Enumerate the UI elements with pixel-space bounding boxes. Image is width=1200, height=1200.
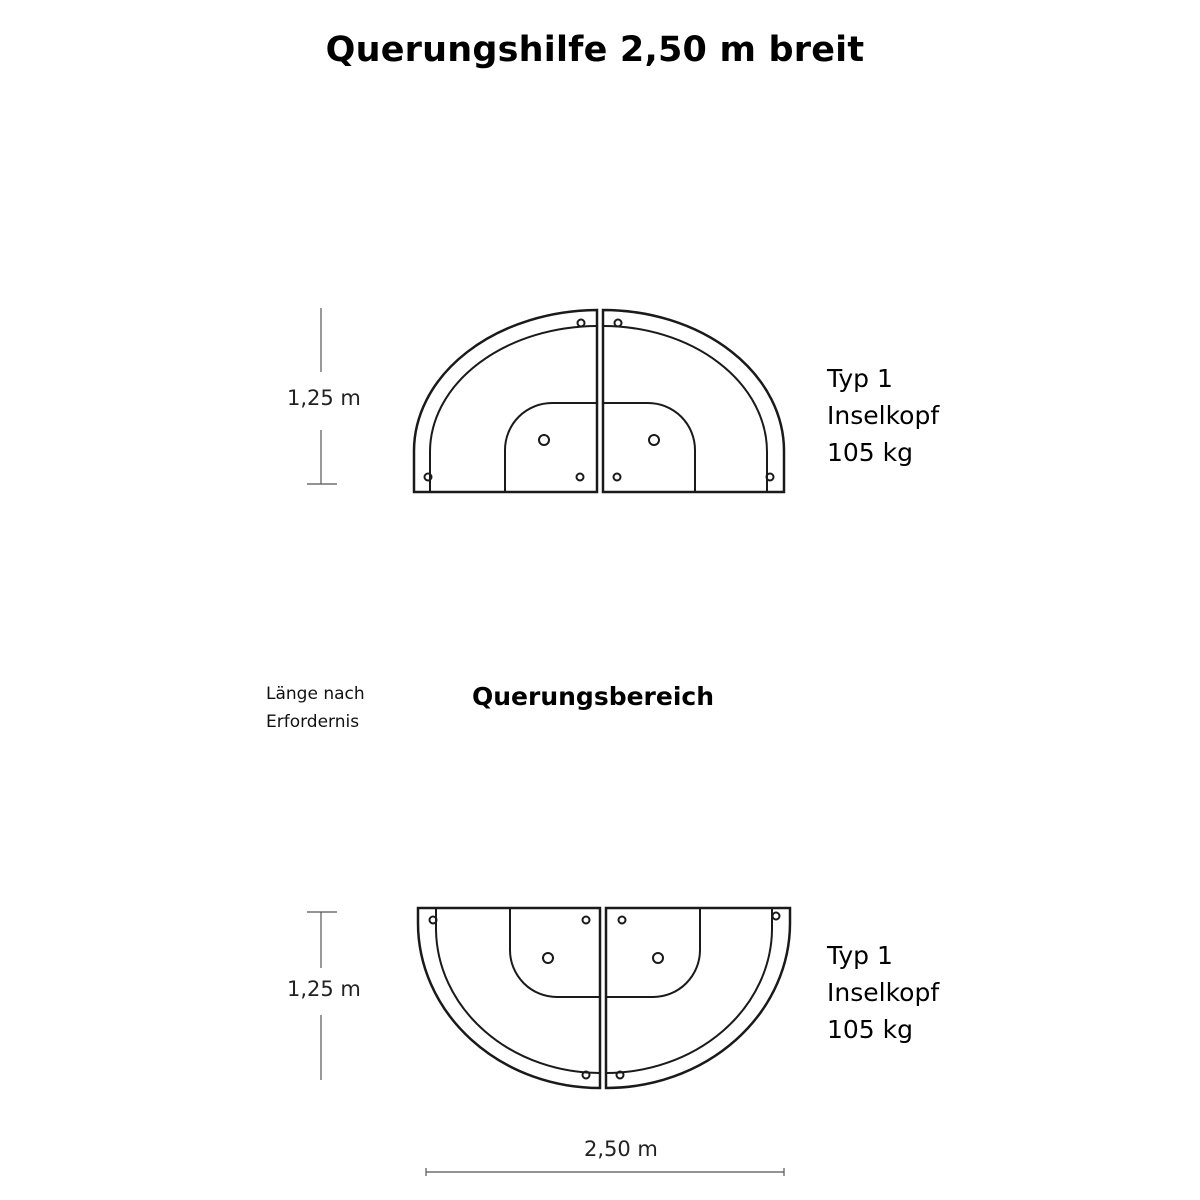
bottom-type-line-2: Inselkopf: [827, 978, 940, 1007]
width-dimension: [426, 1168, 784, 1176]
bottom-left-bolt-2: [583, 917, 590, 924]
top-height-dimension: [307, 308, 337, 484]
top-left-bolt-1: [578, 320, 585, 327]
top-height-label: 1,25 m: [287, 386, 361, 410]
top-right-bolt-1: [615, 320, 622, 327]
crossing-area-label: Querungsbereich: [472, 682, 715, 711]
bottom-type-line-1: Typ 1: [827, 941, 893, 970]
bottom-right-quarter-piece: [606, 908, 790, 1088]
top-right-bolt-3: [614, 474, 621, 481]
width-label: 2,50 m: [584, 1137, 658, 1161]
length-note-line-2: Erfordernis: [266, 712, 360, 732]
page-title: Querungshilfe 2,50 m breit: [325, 30, 865, 70]
top-right-center-hole: [649, 435, 659, 445]
top-right-quarter-piece: [603, 310, 784, 492]
top-type-line-2: Inselkopf: [827, 401, 940, 430]
bottom-left-center-hole: [543, 953, 553, 963]
top-type-line-3: 105 kg: [827, 438, 914, 467]
top-left-quarter-piece: [414, 310, 597, 492]
bottom-right-bolt-2: [773, 913, 780, 920]
top-type-line-1: Typ 1: [827, 364, 893, 393]
length-note-line-1: Länge nach: [266, 684, 365, 704]
bottom-left-quarter-piece: [418, 908, 600, 1088]
bottom-type-line-3: 105 kg: [827, 1015, 914, 1044]
top-left-center-hole: [539, 435, 549, 445]
bottom-height-label: 1,25 m: [287, 977, 361, 1001]
bottom-right-bolt-1: [619, 917, 626, 924]
bottom-height-dimension: [307, 912, 337, 1080]
bottom-right-center-hole: [653, 953, 663, 963]
top-left-bolt-3: [577, 474, 584, 481]
